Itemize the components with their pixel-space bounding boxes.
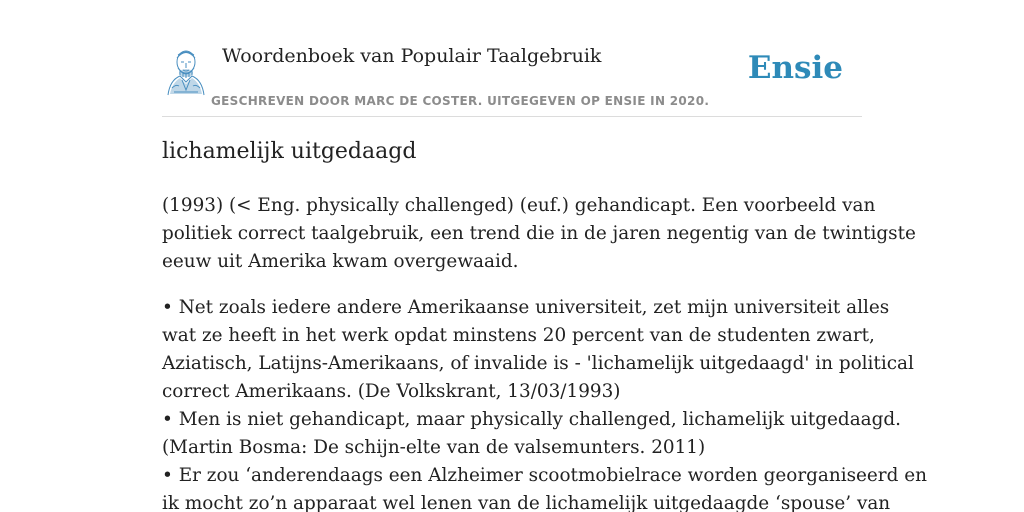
example-line: wat ze heeft in het werk opdat minstens 20 percent van de studenten zwart,: [162, 325, 875, 346]
author-byline: GESCHREVEN DOOR MARC DE COSTER. UITGEGEVEN OP ENSIE IN 2020.: [211, 94, 710, 108]
dictionary-title[interactable]: Woordenboek van Populair Taalgebruik: [222, 45, 602, 67]
definition-line: eeuw uit Amerika kwam overgewaaid.: [162, 251, 519, 272]
example-line: (Martin Bosma: De schijn-elte van de valsemunters. 2011): [162, 437, 706, 458]
entry-body: [162, 192, 927, 512]
example-line: • Net zoals iedere andere Amerikaanse universiteit, zet mijn universiteit alles: [162, 297, 890, 318]
example-line: • Men is niet gehandicapt, maar physically challenged, lichamelijk uitgedaagd.: [162, 409, 902, 430]
author-portrait-icon[interactable]: [164, 46, 208, 96]
definition-paragraph: [162, 192, 916, 276]
entry-title: lichamelijk uitgedaagd: [162, 139, 417, 164]
dictionary-header: [162, 40, 862, 117]
example-line: ik mocht zo’n apparaat wel lenen van de lichamelijk uitgedaagde ‘spouse’ van: [162, 493, 891, 512]
definition-line: (1993) (< Eng. physically challenged) (euf.) gehandicapt. Een voorbeeld van: [162, 195, 876, 216]
example-line: correct Amerikaans. (De Volkskrant, 13/03/1993): [162, 381, 621, 402]
definition-line: politiek correct taalgebruik, een trend die in de jaren negentig van de twintigste: [162, 223, 916, 244]
example-line: Aziatisch, Latijns-Amerikaans, of invalide is - 'lichamelijk uitgedaagd' in political: [162, 353, 914, 374]
example-line: • Er zou ‘anderendaags een Alzheimer scootmobielrace worden georganiseerd en: [162, 465, 927, 486]
paragraph-spacer: [162, 276, 864, 294]
examples-paragraph: [162, 294, 927, 512]
ensie-logo[interactable]: Ensie: [747, 50, 843, 86]
